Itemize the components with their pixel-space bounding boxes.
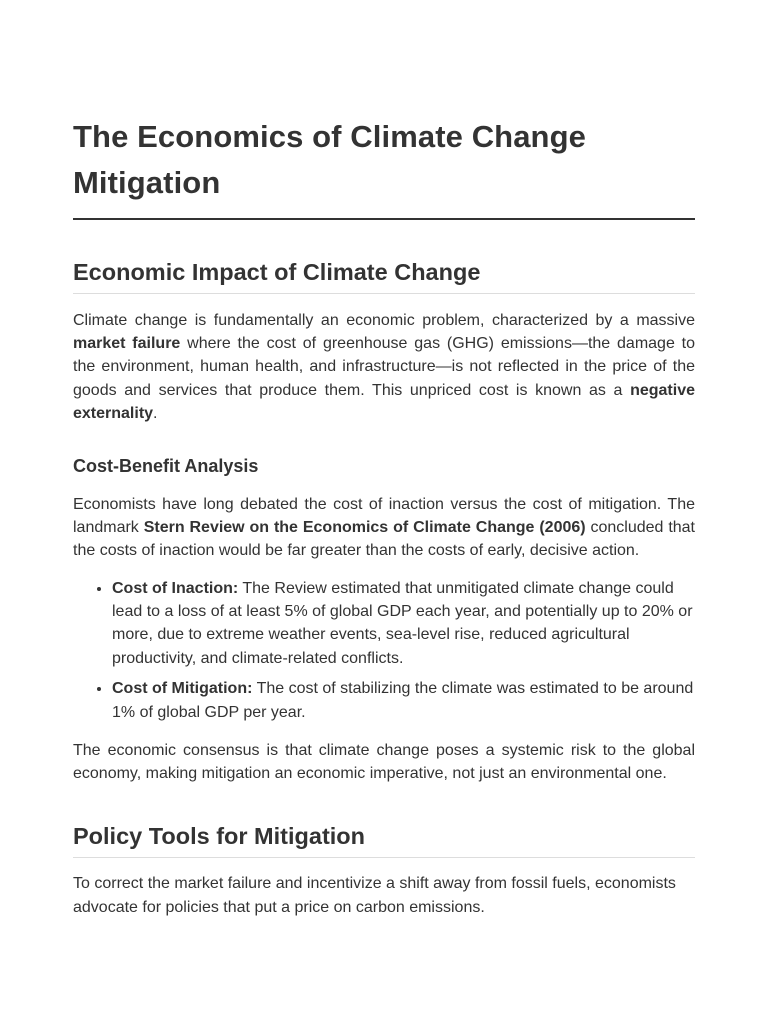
bold-term-stern-review: Stern Review on the Economics of Climate Change (2006)	[143, 519, 586, 537]
bold-term-negative-externality: negative externality	[73, 381, 695, 422]
list-item-cost-of-inaction	[112, 577, 695, 671]
text-run: concluded that the costs of inaction would be far greater than the costs of early, decisive action.	[73, 519, 696, 560]
cost-benefit-paragraph	[73, 493, 695, 563]
document-page	[73, 0, 695, 919]
bold-term-market-failure: market failure	[73, 335, 181, 353]
text-run: .	[153, 404, 158, 422]
cost-bullet-list	[73, 577, 695, 724]
text-run: where the cost of greenhouse gas (GHG) emissions—the damage to the environment, human health, and infrastructure—is not reflected in the price of the goods and services that produce them. This unpriced cost is known as a	[73, 335, 696, 399]
section-heading-policy-tools: Policy Tools for Mitigation	[73, 820, 695, 858]
policy-paragraph: To correct the market failure and incentivize a shift away from fossil fuels, economists advocate for policies that put a price on carbon emissions.	[73, 875, 676, 916]
text-run: Climate change is fundamentally an economic problem, characterized by a massive	[73, 312, 695, 329]
section-heading-economic-impact: Economic Impact of Climate Change	[73, 256, 695, 294]
bullet-text: The Review estimated that unmitigated climate change could lead to a loss of at least 5% of global GDP each year, and potentially up to 20% or more, due to extreme weather events, sea-level rise, reduced agricultural productivity, and climate-related conflicts.	[112, 579, 693, 667]
bullet-label: Cost of Mitigation:	[112, 680, 253, 698]
bullet-label: Cost of Inaction:	[112, 579, 239, 597]
text-run: Economists have long debated the cost of inaction versus the cost of mitigation. The landmark	[73, 496, 695, 537]
page-title: The Economics of Climate Change Mitigation	[73, 114, 695, 220]
consensus-paragraph: The economic consensus is that climate change poses a systemic risk to the global economy, making mitigation an economic imperative, not just an environmental one.	[73, 742, 695, 783]
list-item-cost-of-mitigation	[112, 677, 695, 724]
bullet-text: The cost of stabilizing the climate was estimated to be around 1% of global GDP per year.	[112, 680, 694, 721]
intro-paragraph	[73, 309, 695, 425]
subheading-cost-benefit: Cost-Benefit Analysis	[73, 456, 259, 477]
